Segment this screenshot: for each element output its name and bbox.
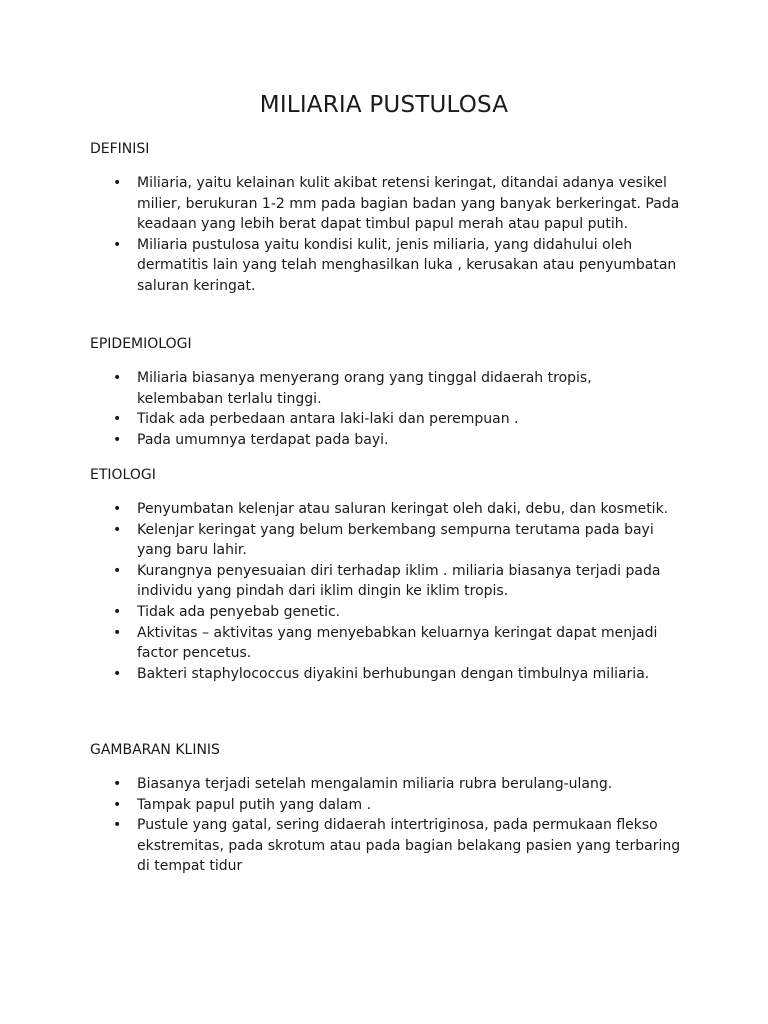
list-item-text: Aktivitas – aktivitas yang menyebabkan keluarnya keringat dapat menjadi factor pencetus. <box>137 624 658 662</box>
list-item <box>90 430 690 451</box>
list-item-text: Bakteri staphylococcus diyakini berhubungan dengan timbulnya miliaria. <box>137 665 650 682</box>
list-item-text: Kurangnya penyesuaian diri terhadap iklim . miliaria biasanya terjadi pada individu yang pindah dari iklim dingin ke iklim tropis. <box>137 562 661 600</box>
list-item-text: Tidak ada perbedaan antara laki-laki dan perempuan . <box>137 411 519 428</box>
bullet-icon: • <box>113 370 122 386</box>
section-heading: GAMBARAN KLINIS <box>90 742 220 758</box>
bullet-icon: • <box>113 817 122 834</box>
list-item-text: Miliaria pustulosa yaitu kondisi kulit, jenis miliaria, yang didahului oleh dermatitis lain yang telah menghasilkan luka , kerusakan atau penyumbatan saluran keringat. <box>137 236 677 294</box>
list-item <box>90 815 690 877</box>
section-definisi <box>90 139 690 297</box>
list-item-text: Miliaria, yaitu kelainan kulit akibat retensi keringat, ditandai adanya vesikel milier, berukuran 1-2 mm pada bagian badan yang banyak berkeringat. Pada keadaan yang lebih berat dapat timbul papul merah atau papul putih. <box>137 175 680 233</box>
bullet-icon: • <box>113 521 122 538</box>
bullet-icon: • <box>113 776 122 792</box>
bullet-icon: • <box>113 431 122 448</box>
list-item-text: Tampak papul putih yang dalam . <box>137 796 372 813</box>
bullet-icon: • <box>113 236 122 253</box>
section-epidemiologi <box>90 334 690 450</box>
bullet-icon: • <box>113 175 122 191</box>
list-item <box>90 499 690 520</box>
list-item <box>90 368 690 409</box>
list-item-text: Miliaria biasanya menyerang orang yang tinggal didaerah tropis, kelembaban terlalu tinggi. <box>137 370 592 407</box>
bullet-icon: • <box>113 562 122 579</box>
document-title: MILIARIA PUSTULOSA <box>259 92 509 118</box>
section-etiologi <box>90 465 690 684</box>
bullet-list <box>90 774 690 877</box>
list-item-text: Tidak ada penyebab genetic. <box>137 603 341 620</box>
list-item <box>90 520 690 561</box>
list-item-text: Penyumbatan kelenjar atau saluran keringat oleh daki, debu, dan kosmetik. <box>137 501 669 517</box>
bullet-icon: • <box>113 665 122 682</box>
list-item-text: Kelenjar keringat yang belum berkembang sempurna terutama pada bayi yang baru lahir. <box>137 521 654 559</box>
bullet-icon: • <box>113 624 122 641</box>
list-item-text: Biasanya terjadi setelah mengalamin miliaria rubra berulang-ulang. <box>137 776 613 792</box>
section-heading: DEFINISI <box>90 141 150 157</box>
bullet-icon: • <box>113 796 122 813</box>
list-item <box>90 602 690 623</box>
section-gambaran-klinis <box>90 740 690 877</box>
section-heading: ETIOLOGI <box>90 467 156 483</box>
bullet-icon: • <box>113 411 122 428</box>
bullet-list <box>90 368 690 450</box>
section-heading: EPIDEMIOLOGI <box>90 336 192 352</box>
bullet-icon: • <box>113 501 122 517</box>
list-item <box>90 561 690 602</box>
list-item-text: Pada umumnya terdapat pada bayi. <box>137 431 389 448</box>
list-item <box>90 664 690 685</box>
list-item <box>90 774 690 795</box>
bullet-list <box>90 499 690 684</box>
list-item <box>90 409 690 430</box>
list-item <box>90 795 690 816</box>
list-item-text: Pustule yang gatal, sering didaerah intertriginosa, pada permukaan flekso ekstremitas, pada skrotum atau pada bagian belakang pasien yang terbaring di tempat tidur <box>137 817 681 875</box>
list-item <box>90 173 690 235</box>
list-item <box>90 623 690 664</box>
bullet-list <box>90 173 690 297</box>
bullet-icon: • <box>113 603 122 620</box>
list-item <box>90 235 690 297</box>
